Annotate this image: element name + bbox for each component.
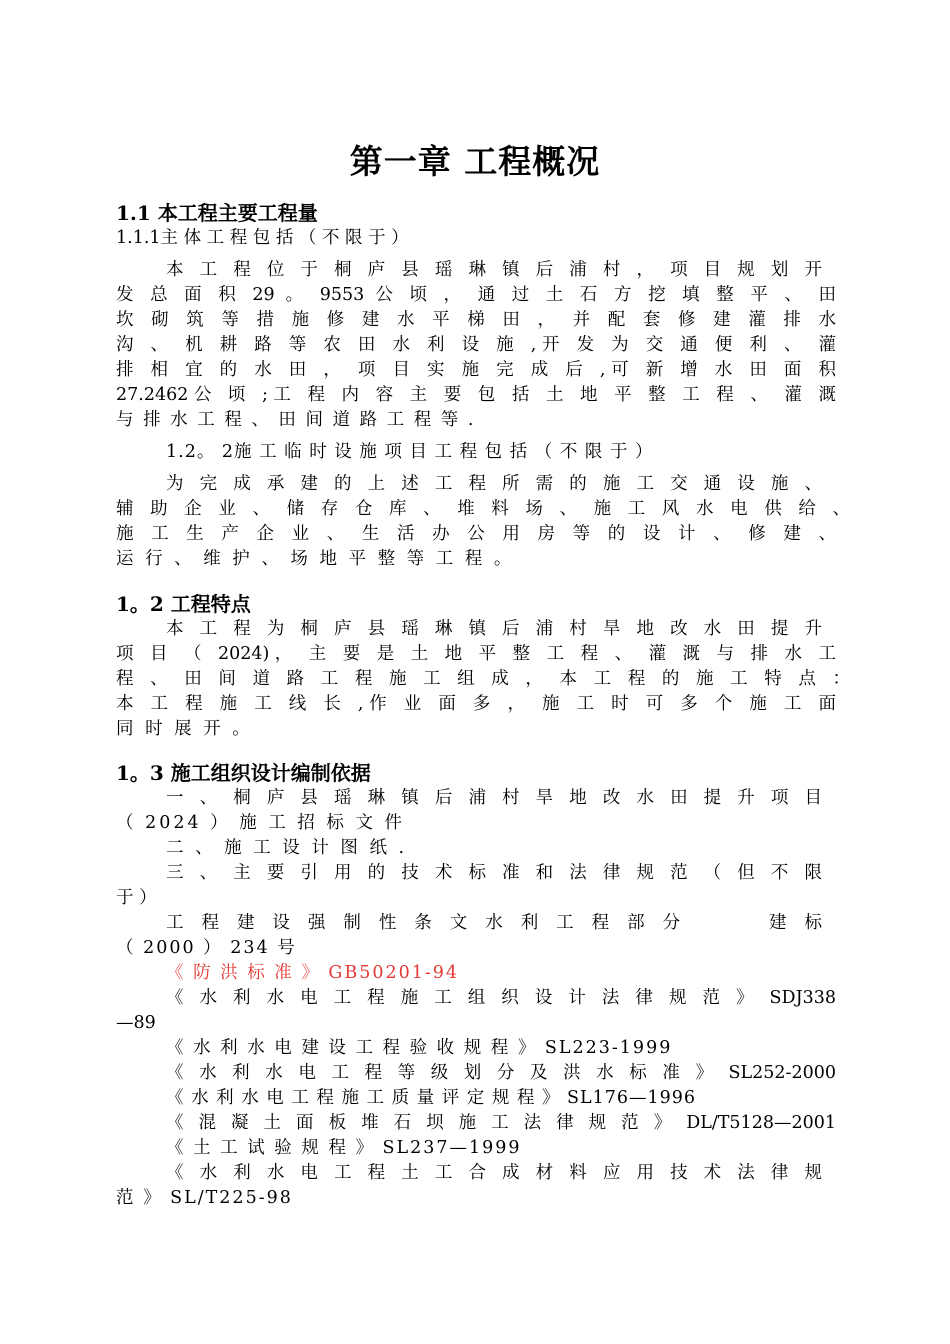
standard-item-cont: （ 2000 ） 234 号	[116, 938, 297, 958]
basis-item-3: 三 、 主 要 引 用 的 技 术 标 准 和 法 律 规 范 （ 但 不 限	[166, 863, 822, 883]
section-heading-1-3: 1。3 施工组织设计编制依据	[116, 761, 371, 785]
paragraph-line: 27.2462公 顷 ;工 程 内 容 主 要 包 括 土 地 平 整 工 程 、 灌 溉	[116, 385, 836, 405]
paragraph-line: 本 工 程 为 桐 庐 县 瑶 琳 镇 后 浦 村 旱 地 改 水 田 提 升	[166, 619, 822, 639]
paragraph-line: 施 工 生 产 企 业 、 生 活 办 公 用 房 等 的 设 计 、 修 建 、	[116, 524, 836, 544]
standard-item-cont: 范 》 SL/T225-98	[116, 1188, 293, 1208]
paragraph-line: 辅 助 企 业 、 储 存 仓 库 、 堆 料 场 、 施 工 风 水 电 供 给 、	[116, 499, 850, 519]
paragraph-line: 沟 、 机 耕 路 等 农 田 水 利 设 施 ,开 发 为 交 通 便 利 、 灌	[116, 335, 836, 355]
paragraph-line: 排 相 宜 的 水 田 ， 项 目 实 施 完 成 后 ,可 新 增 水 田 面 积	[116, 360, 836, 380]
paragraph-line: 发 总 面 积 29 。 9553 公 顷 ， 通 过 土 石 方 挖 填 整 平 、 田	[116, 285, 836, 305]
basis-item-2: 二 、 施 工 设 计 图 纸 .	[166, 838, 408, 858]
standard-item: 《 水 利 水 电 工 程 施 工 质 量 评 定 规 程 》 SL176—1996	[166, 1088, 697, 1108]
standard-item: 《 水 利 水 电 建 设 工 程 验 收 规 程 》 SL223-1999	[166, 1038, 673, 1058]
paragraph-line: 坎 砌 筑 等 措 施 修 建 水 平 梯 田 ， 并 配 套 修 建 灌 排 水	[116, 310, 836, 330]
standard-item: 工 程 建 设 强 制 性 条 文 水 利 工 程 部 分 建 标	[166, 913, 822, 933]
paragraph-line: 本 工 程 位 于 桐 庐 县 瑶 琳 镇 后 浦 村 ， 项 目 规 划 开	[166, 260, 822, 280]
paragraph-line: 与 排 水 工 程 、 田 间 道 路 工 程 等 .	[116, 410, 476, 430]
basis-item-1: 一 、 桐 庐 县 瑶 琳 镇 后 浦 村 旱 地 改 水 田 提 升 项 目	[166, 788, 822, 808]
section-heading-1-1: 1.1 本工程主要工程量	[116, 201, 318, 225]
basis-item-1-cont: （ 2024 ） 施 工 招 标 文 件	[116, 813, 406, 833]
standard-item-highlighted: 《 防 洪 标 准 》 GB50201-94	[166, 963, 460, 983]
paragraph-line: 运 行 、 维 护 、 场 地 平 整 等 工 程 。	[116, 549, 515, 569]
standard-item: 《 水 利 水 电 工 程 土 工 合 成 材 料 应 用 技 术 法 律 规	[166, 1163, 822, 1183]
paragraph-line: 本 工 程 施 工 线 长 ,作 业 面 多 ， 施 工 时 可 多 个 施 工 面	[116, 694, 836, 714]
section-heading-1-2: 1。2 工程特点	[116, 592, 251, 616]
paragraph-line: 为 完 成 承 建 的 上 述 工 程 所 需 的 施 工 交 通 设 施 、	[166, 474, 822, 494]
standard-item: 《 混 凝 土 面 板 堆 石 坝 施 工 法 律 规 范 》 DL/T5128—2001	[166, 1113, 836, 1133]
chapter-title: 第一章 工程概况	[349, 142, 601, 181]
subheading-1-1-1: 1.1.1主 体 工 程 包 括 （ 不 限 于 ）	[116, 228, 409, 248]
paragraph-line: 项 目 （ 2024)， 主 要 是 土 地 平 整 工 程 、 灌 溉 与 排 水 工	[116, 644, 836, 664]
basis-item-3-cont: 于 ）	[116, 888, 157, 908]
paragraph-line: 同 时 展 开 。	[116, 719, 253, 739]
standard-item: 《 水 利 水 电 工 程 施 工 组 织 设 计 法 律 规 范 》 SDJ338	[166, 988, 836, 1008]
standard-item-cont: —89	[116, 1013, 156, 1033]
subheading-1-2-2: 1.2。 2施 工 临 时 设 施 项 目 工 程 包 括 （ 不 限 于 ）	[166, 442, 654, 462]
standard-item: 《 土 工 试 验 规 程 》 SL237—1999	[166, 1138, 522, 1158]
standard-item: 《 水 利 水 电 工 程 等 级 划 分 及 洪 水 标 准 》 SL252-2000	[166, 1063, 836, 1083]
paragraph-line: 程 、 田 间 道 路 工 程 施 工 组 成 ， 本 工 程 的 施 工 特 点 ：	[116, 669, 850, 689]
